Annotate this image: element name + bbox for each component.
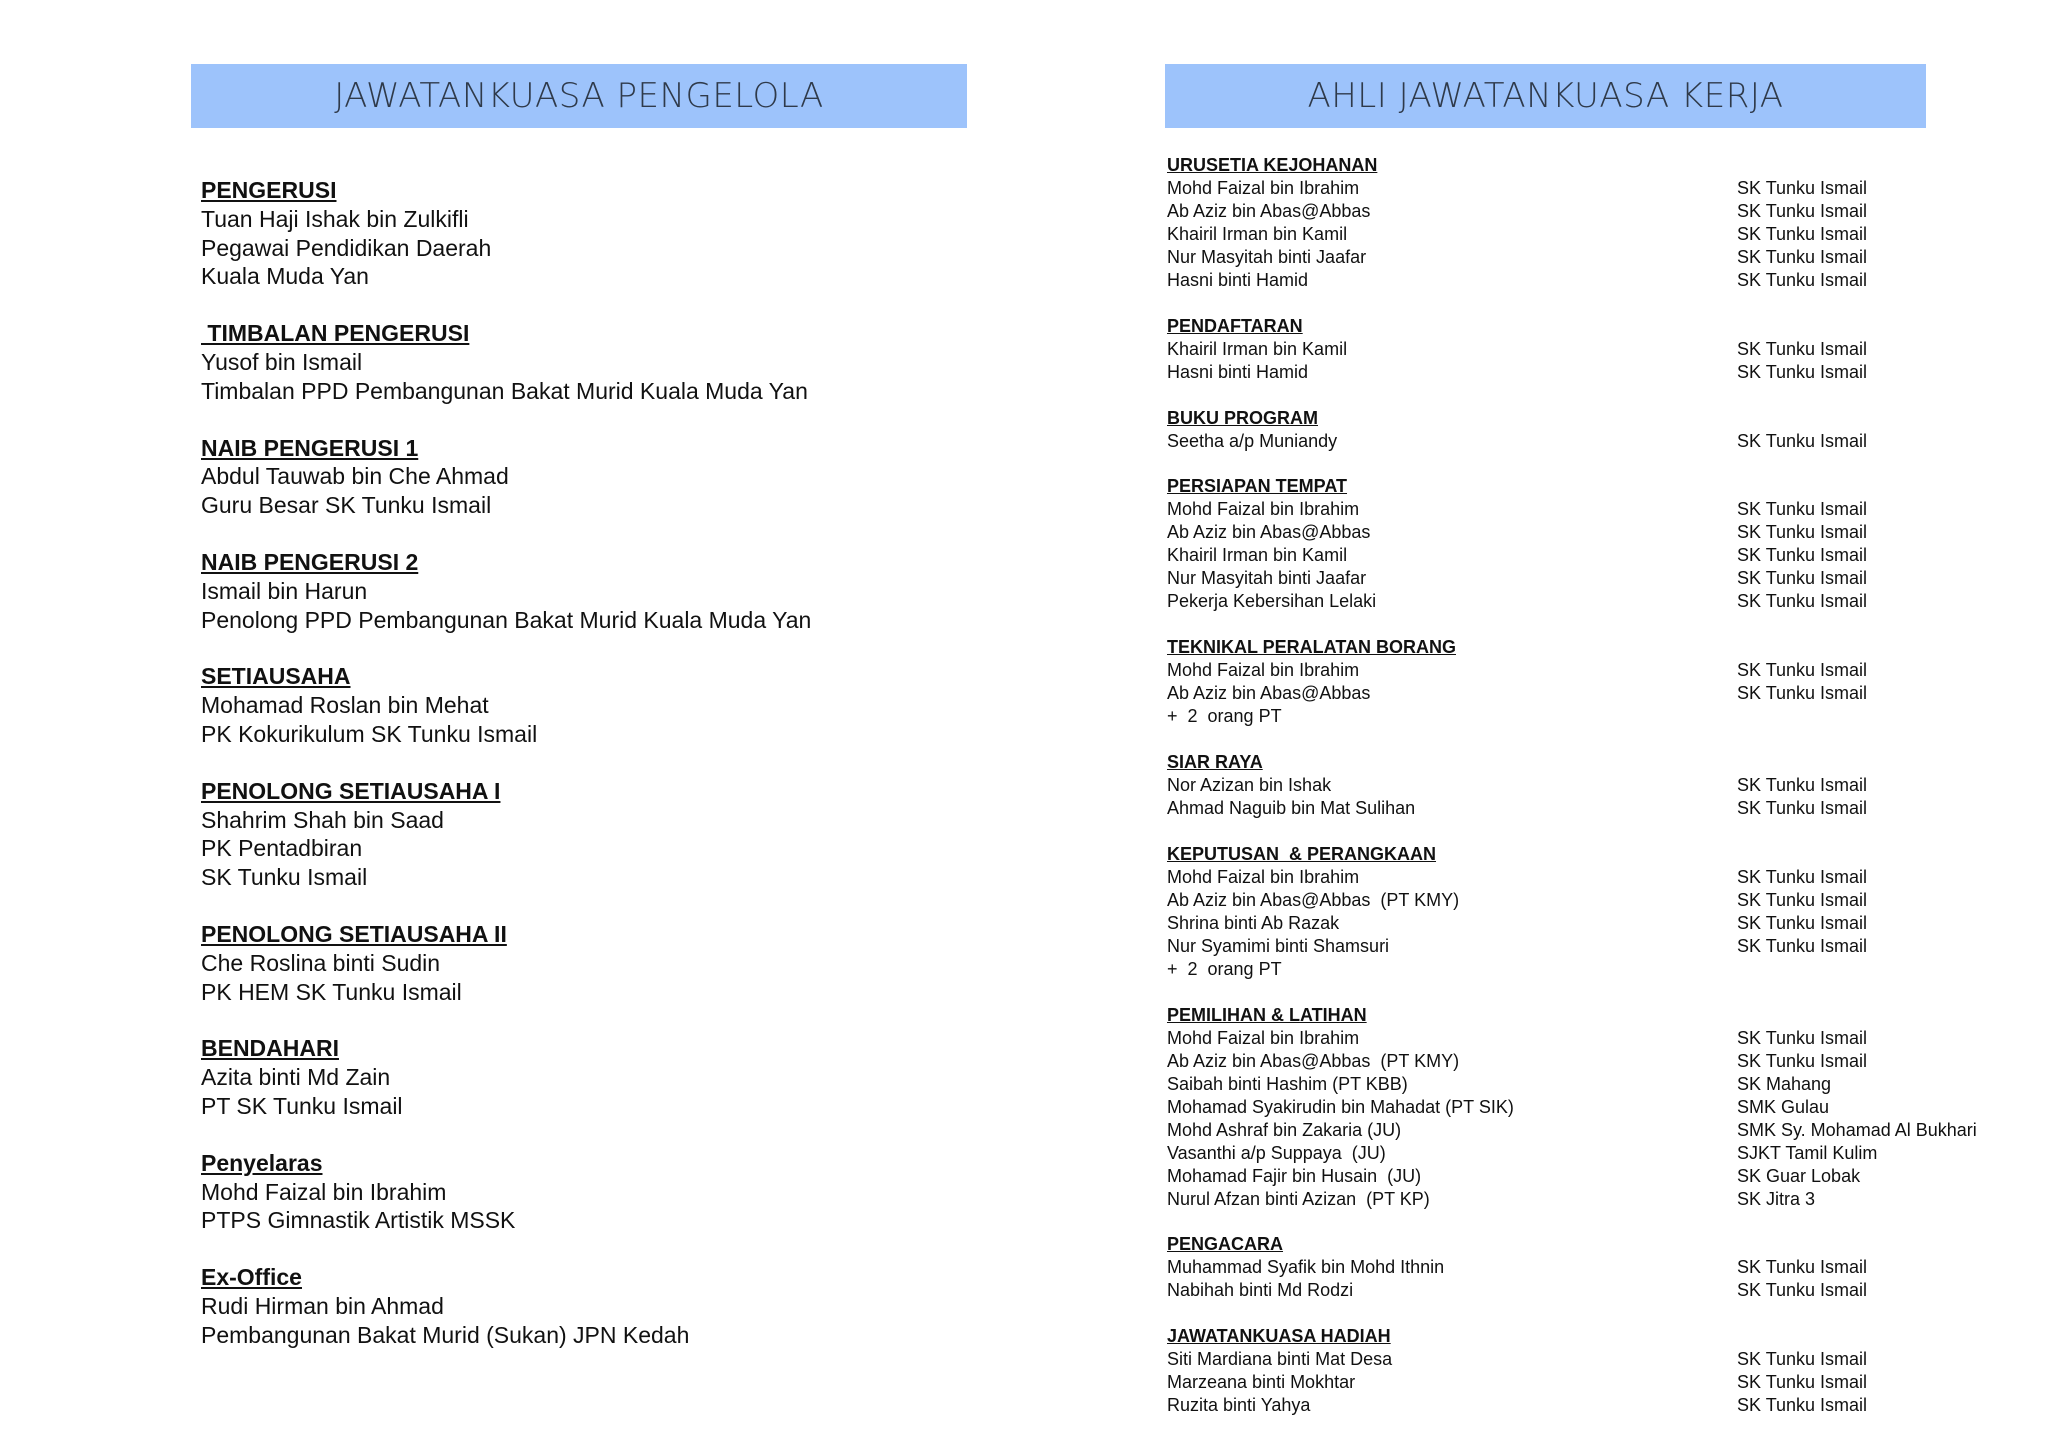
member-name: Nurul Afzan binti Azizan (PT KP) bbox=[1167, 1188, 1430, 1209]
role-detail: Azita binti Md Zain bbox=[201, 1064, 391, 1091]
member-row bbox=[1167, 177, 2017, 200]
member-school: SK Tunku Ismail bbox=[1737, 224, 1868, 244]
member-row bbox=[1167, 361, 2017, 384]
member-school: SK Tunku Ismail bbox=[1737, 1027, 1868, 1048]
member-row bbox=[1167, 269, 2017, 292]
banner-title: AHLI JAWATANKUASA KERJA bbox=[1307, 76, 1784, 116]
member-row bbox=[1167, 1142, 2017, 1165]
committee-section bbox=[1167, 636, 2017, 728]
committee-section bbox=[1167, 475, 2017, 613]
member-school: SJKT Tamil Kulim bbox=[1737, 1142, 1878, 1163]
role-detail: Che Roslina binti Sudin bbox=[201, 949, 441, 976]
role-heading: BENDAHARI bbox=[201, 1035, 339, 1062]
role-detail: Tuan Haji Ishak bin Zulkifli bbox=[201, 205, 469, 232]
committee-heading: PERSIAPAN TEMPAT bbox=[1167, 476, 1348, 497]
member-name: Mohd Faizal bin Ibrahim bbox=[1167, 1027, 1360, 1048]
member-name: Pekerja Kebersihan Lelaki bbox=[1167, 591, 1377, 612]
member-name: Nor Azizan bin Ishak bbox=[1167, 774, 1332, 795]
role-heading: PENOLONG SETIAUSAHA I bbox=[201, 777, 501, 804]
committee-heading: KEPUTUSAN & PERANGKAAN bbox=[1167, 843, 1437, 864]
member-school: SK Tunku Ismail bbox=[1737, 270, 1868, 290]
member-name: Shrina binti Ab Razak bbox=[1167, 912, 1340, 933]
member-row bbox=[1167, 866, 2017, 889]
member-name: Ab Aziz bin Abas@Abbas bbox=[1167, 522, 1371, 543]
member-name: Marzeana binti Mokhtar bbox=[1167, 1372, 1356, 1393]
role-section bbox=[201, 1034, 961, 1120]
role-detail: Abdul Tauwab bin Che Ahmad bbox=[201, 463, 509, 490]
member-name: + 2 orang PT bbox=[1167, 958, 1282, 979]
member-school: SK Guar Lobak bbox=[1737, 1165, 1861, 1186]
member-name: Khairil Irman bin Kamil bbox=[1167, 224, 1348, 244]
role-section bbox=[201, 548, 961, 634]
member-school: SK Tunku Ismail bbox=[1737, 430, 1868, 451]
member-school: SK Tunku Ismail bbox=[1737, 1280, 1868, 1301]
member-name: Mohd Faizal bin Ibrahim bbox=[1167, 178, 1360, 198]
member-name: Mohd Faizal bin Ibrahim bbox=[1167, 866, 1360, 887]
committee-section bbox=[1167, 407, 2017, 453]
role-detail: Shahrim Shah bin Saad bbox=[201, 806, 444, 833]
member-name: Saibah binti Hashim (PT KBB) bbox=[1167, 1073, 1408, 1094]
member-name: Mohamad Fajir bin Husain (JU) bbox=[1167, 1165, 1422, 1186]
committee-section bbox=[1167, 1004, 2017, 1211]
role-section bbox=[201, 920, 961, 1006]
member-row bbox=[1167, 1050, 2017, 1073]
member-school: SMK Gulau bbox=[1737, 1096, 1830, 1117]
committee-heading: URUSETIA KEJOHANAN bbox=[1167, 155, 1378, 175]
member-school: SK Tunku Ismail bbox=[1737, 683, 1868, 704]
member-name: Nur Masyitah binti Jaafar bbox=[1167, 247, 1367, 267]
role-detail: Pegawai Pendidikan Daerah bbox=[201, 234, 492, 261]
role-detail: SK Tunku Ismail bbox=[201, 864, 368, 891]
committee-heading: PENGACARA bbox=[1167, 1234, 1284, 1255]
member-row bbox=[1167, 1073, 2017, 1096]
member-name: Khairil Irman bin Kamil bbox=[1167, 545, 1348, 566]
member-row bbox=[1167, 498, 2017, 521]
role-detail: PK Pentadbiran bbox=[201, 835, 363, 862]
member-school: SK Tunku Ismail bbox=[1737, 1050, 1868, 1071]
member-name: Seetha a/p Muniandy bbox=[1167, 430, 1338, 451]
member-row bbox=[1167, 1165, 2017, 1188]
committee-section bbox=[1167, 843, 2017, 981]
member-name: Nabihah binti Md Rodzi bbox=[1167, 1280, 1354, 1301]
role-detail: Mohamad Roslan bin Mehat bbox=[201, 692, 489, 719]
role-heading: SETIAUSAHA bbox=[201, 663, 351, 690]
member-name: Hasni binti Hamid bbox=[1167, 270, 1309, 290]
member-school: SK Tunku Ismail bbox=[1737, 338, 1868, 359]
role-detail: PK Kokurikulum SK Tunku Ismail bbox=[201, 720, 538, 747]
committee-section bbox=[1167, 1233, 2017, 1302]
role-detail: Mohd Faizal bin Ibrahim bbox=[201, 1178, 447, 1205]
member-name: Mohd Ashraf bin Zakaria (JU) bbox=[1167, 1119, 1402, 1140]
role-detail: Rudi Hirman bin Ahmad bbox=[201, 1292, 444, 1319]
role-heading: PENGERUSI bbox=[201, 177, 337, 203]
member-row bbox=[1167, 935, 2017, 958]
member-school: SK Tunku Ismail bbox=[1737, 545, 1868, 566]
role-detail: Timbalan PPD Pembangunan Bakat Murid Kuala Muda Yan bbox=[201, 377, 808, 404]
committee-heading: BUKU PROGRAM bbox=[1167, 407, 1318, 428]
member-name: Nur Syamimi binti Shamsuri bbox=[1167, 935, 1390, 956]
member-school bbox=[1737, 958, 2017, 981]
committee-section bbox=[1167, 1325, 2017, 1417]
member-school: SK Tunku Ismail bbox=[1737, 522, 1868, 543]
member-row bbox=[1167, 590, 2017, 613]
member-row bbox=[1167, 889, 2017, 912]
role-section bbox=[201, 662, 961, 748]
committee-heading: JAWATANKUASA HADIAH bbox=[1167, 1326, 1391, 1347]
member-row bbox=[1167, 1279, 2017, 1302]
member-school: SK Tunku Ismail bbox=[1737, 660, 1868, 681]
role-section bbox=[201, 777, 961, 892]
banner-ahli-jawatankuasa-kerja bbox=[1165, 64, 1926, 128]
banner-title: JAWATANKUASA PENGELOLA bbox=[334, 76, 824, 116]
member-name: Mohd Faizal bin Ibrahim bbox=[1167, 499, 1360, 520]
member-school bbox=[1737, 705, 2017, 728]
member-row bbox=[1167, 705, 2017, 728]
member-row bbox=[1167, 1119, 2017, 1142]
role-detail: Penolong PPD Pembangunan Bakat Murid Kuala Muda Yan bbox=[201, 606, 812, 633]
member-name: Ruzita binti Yahya bbox=[1167, 1395, 1311, 1416]
role-heading: TIMBALAN PENGERUSI bbox=[201, 320, 470, 347]
committee-heading: TEKNIKAL PERALATAN BORANG bbox=[1167, 637, 1456, 658]
role-detail: Ismail bin Harun bbox=[201, 577, 368, 604]
member-row bbox=[1167, 682, 2017, 705]
member-school: SK Tunku Ismail bbox=[1737, 1372, 1868, 1393]
role-detail: Yusof bin Ismail bbox=[201, 348, 363, 375]
member-row bbox=[1167, 912, 2017, 935]
member-school: SK Jitra 3 bbox=[1737, 1188, 1816, 1209]
member-school: SMK Sy. Mohamad Al Bukhari bbox=[1737, 1119, 1977, 1140]
member-name: Siti Mardiana binti Mat Desa bbox=[1167, 1349, 1393, 1370]
member-row bbox=[1167, 1348, 2017, 1371]
member-school: SK Tunku Ismail bbox=[1737, 866, 1868, 887]
member-row bbox=[1167, 1096, 2017, 1119]
committee-heading: SIAR RAYA bbox=[1167, 751, 1263, 772]
role-detail: Kuala Muda Yan bbox=[201, 263, 369, 290]
member-row bbox=[1167, 200, 2017, 223]
member-row bbox=[1167, 223, 2017, 246]
member-row bbox=[1167, 521, 2017, 544]
role-section bbox=[201, 1263, 961, 1349]
member-name: Ab Aziz bin Abas@Abbas bbox=[1167, 201, 1371, 221]
role-detail: PK HEM SK Tunku Ismail bbox=[201, 978, 462, 1005]
member-row bbox=[1167, 1256, 2017, 1279]
committee-list-right bbox=[1167, 154, 2017, 1440]
committee-heading: PENDAFTARAN bbox=[1167, 315, 1303, 336]
role-heading: NAIB PENGERUSI 1 bbox=[201, 434, 419, 461]
member-school: SK Tunku Ismail bbox=[1737, 201, 1868, 221]
role-detail: PTPS Gimnastik Artistik MSSK bbox=[201, 1207, 516, 1234]
member-row bbox=[1167, 659, 2017, 682]
role-heading: PENOLONG SETIAUSAHA II bbox=[201, 920, 507, 947]
member-row bbox=[1167, 430, 2017, 453]
member-school: SK Tunku Ismail bbox=[1737, 499, 1868, 520]
member-school: SK Tunku Ismail bbox=[1737, 1257, 1868, 1278]
member-name: Ab Aziz bin Abas@Abbas (PT KMY) bbox=[1167, 889, 1460, 910]
member-row bbox=[1167, 1371, 2017, 1394]
role-heading: Ex-Office bbox=[201, 1264, 302, 1291]
member-school: SK Tunku Ismail bbox=[1737, 1349, 1868, 1370]
committee-section bbox=[1167, 315, 2017, 384]
member-school: SK Tunku Ismail bbox=[1737, 247, 1868, 267]
role-section bbox=[201, 176, 961, 291]
member-name: Mohd Faizal bin Ibrahim bbox=[1167, 660, 1360, 681]
member-name: Hasni binti Hamid bbox=[1167, 361, 1309, 382]
committee-heading: PEMILIHAN & LATIHAN bbox=[1167, 1004, 1367, 1025]
committee-list-left bbox=[201, 176, 961, 1378]
member-name: Ab Aziz bin Abas@Abbas (PT KMY) bbox=[1167, 1050, 1460, 1071]
member-name: Ahmad Naguib bin Mat Sulihan bbox=[1167, 797, 1416, 818]
member-name: Nur Masyitah binti Jaafar bbox=[1167, 568, 1367, 589]
member-school: SK Tunku Ismail bbox=[1737, 797, 1868, 818]
member-school: SK Tunku Ismail bbox=[1737, 591, 1868, 612]
member-row bbox=[1167, 774, 2017, 797]
role-detail: PT SK Tunku Ismail bbox=[201, 1092, 403, 1119]
member-name: + 2 orang PT bbox=[1167, 706, 1282, 727]
committee-section bbox=[1167, 751, 2017, 820]
member-school: SK Tunku Ismail bbox=[1737, 178, 1868, 198]
member-school: SK Tunku Ismail bbox=[1737, 774, 1868, 795]
role-section bbox=[201, 319, 961, 405]
member-name: Khairil Irman bin Kamil bbox=[1167, 338, 1348, 359]
member-row bbox=[1167, 338, 2017, 361]
role-section bbox=[201, 1149, 961, 1235]
member-school: SK Tunku Ismail bbox=[1737, 568, 1868, 589]
role-heading: Penyelaras bbox=[201, 1149, 323, 1176]
member-row bbox=[1167, 544, 2017, 567]
role-detail: Guru Besar SK Tunku Ismail bbox=[201, 492, 492, 519]
role-section bbox=[201, 434, 961, 520]
member-school: SK Tunku Ismail bbox=[1737, 935, 1868, 956]
banner-jawatankuasa-pengelola bbox=[191, 64, 967, 128]
role-heading: NAIB PENGERUSI 2 bbox=[201, 548, 419, 575]
member-school: SK Tunku Ismail bbox=[1737, 912, 1868, 933]
member-name: Muhammad Syafik bin Mohd Ithnin bbox=[1167, 1257, 1445, 1278]
member-name: Mohamad Syakirudin bin Mahadat (PT SIK) bbox=[1167, 1096, 1514, 1117]
member-row bbox=[1167, 567, 2017, 590]
member-name: Vasanthi a/p Suppaya (JU) bbox=[1167, 1142, 1386, 1163]
member-row bbox=[1167, 1394, 2017, 1417]
member-name: Ab Aziz bin Abas@Abbas bbox=[1167, 683, 1371, 704]
committee-section bbox=[1167, 154, 2017, 292]
member-school: SK Tunku Ismail bbox=[1737, 361, 1868, 382]
member-school: SK Tunku Ismail bbox=[1737, 889, 1868, 910]
role-detail: Pembangunan Bakat Murid (Sukan) JPN Kedah bbox=[201, 1321, 690, 1348]
member-school: SK Tunku Ismail bbox=[1737, 1395, 1868, 1416]
member-row bbox=[1167, 1027, 2017, 1050]
member-row bbox=[1167, 246, 2017, 269]
member-row bbox=[1167, 1188, 2017, 1211]
member-row bbox=[1167, 958, 2017, 981]
member-school: SK Mahang bbox=[1737, 1073, 1832, 1094]
member-row bbox=[1167, 797, 2017, 820]
